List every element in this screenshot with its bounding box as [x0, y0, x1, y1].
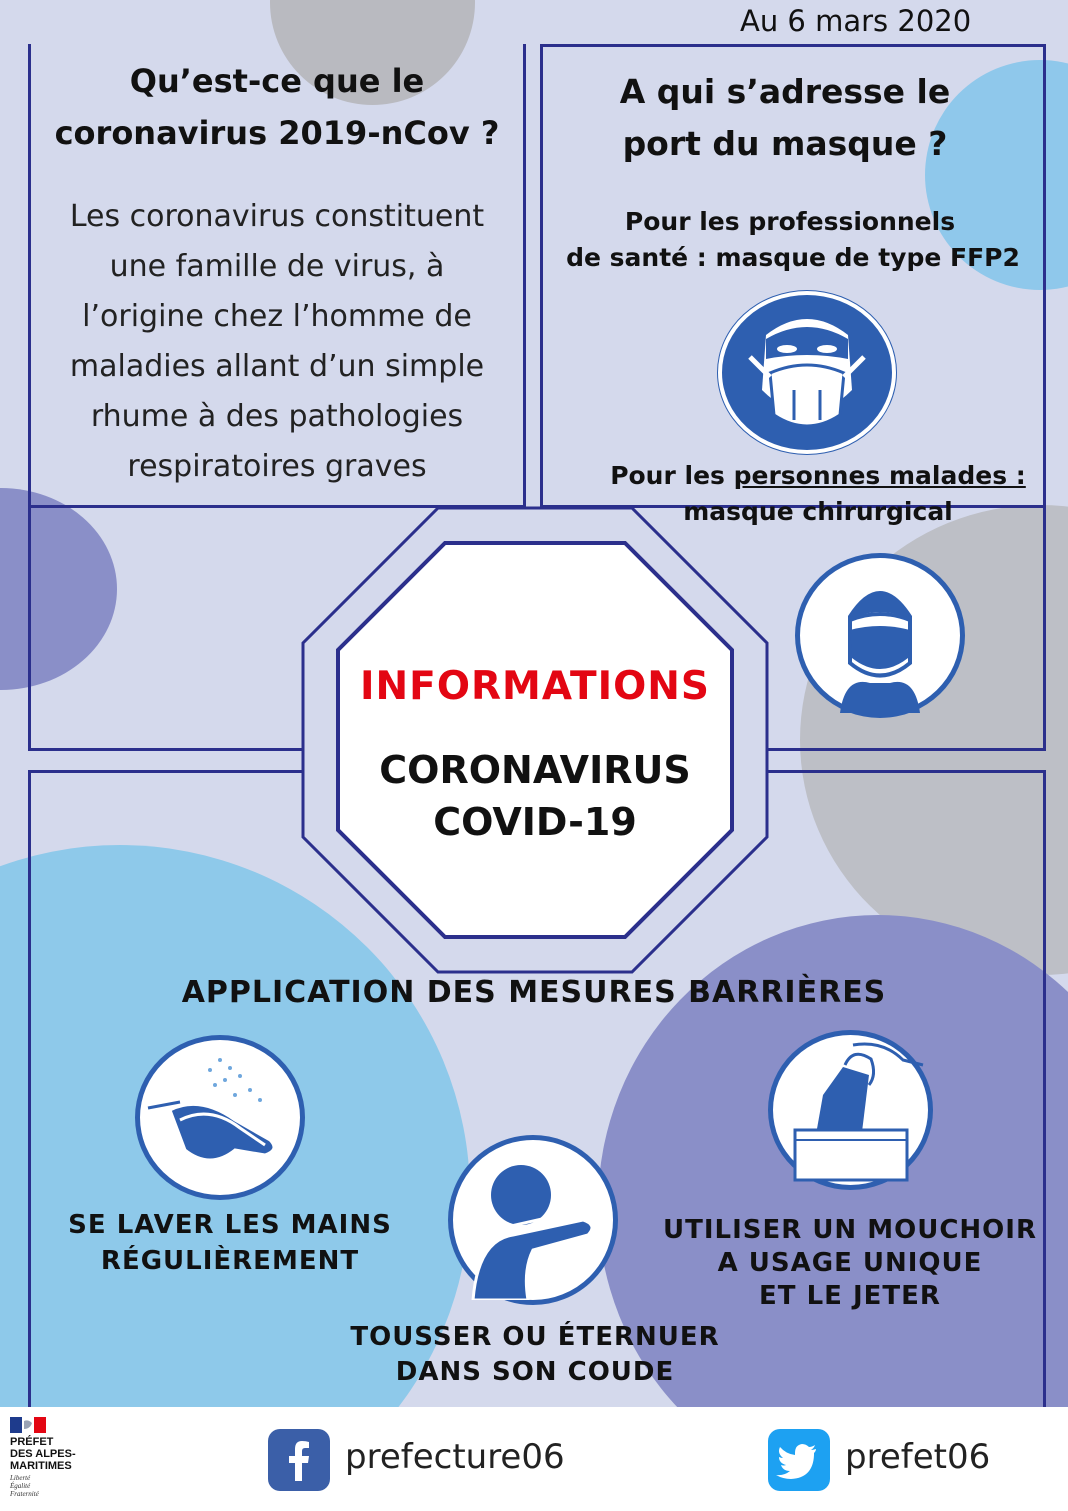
twitter-icon[interactable] [768, 1429, 830, 1491]
left-body-line: rhume à des pathologies [90, 399, 464, 434]
motto-line3: Fraternité [10, 1490, 39, 1498]
wash-line2: RÉGULIÈREMENT [100, 1246, 360, 1276]
logo-line3: MARITIMES [10, 1460, 72, 1472]
pro-line1: Pour les professionnels [624, 207, 956, 236]
left-body-line: respiratoires graves [127, 449, 427, 484]
frame-left-lower [28, 505, 31, 750]
sick-line1 [590, 458, 1046, 494]
left-body-line: Les coronavirus constituent [69, 199, 485, 234]
frame-left-bottom [28, 748, 306, 751]
facebook-handle[interactable]: prefecture06 [345, 1437, 565, 1477]
frame-bottom-right-top [765, 770, 1046, 773]
frame-right-bottom [765, 748, 1046, 751]
motto-line2: Égalité [10, 1482, 31, 1490]
frame-right-lower [1043, 505, 1046, 750]
center-line1: CORONAVIRUS [379, 748, 691, 792]
tissue-box-icon [768, 1030, 933, 1190]
ffp2-mask-icon [718, 291, 896, 454]
center-octagon [300, 505, 770, 975]
left-body-line: l’origine chez l’homme de [82, 299, 472, 334]
motto-line1: Liberté [10, 1474, 31, 1482]
right-title-line2: port du masque ? [622, 124, 948, 163]
center-line2: COVID-19 [433, 800, 637, 844]
surgical-mask-icon [795, 553, 965, 718]
date-label: Au 6 mars 2020 [740, 4, 972, 38]
marianne-icon [10, 1417, 46, 1433]
wash-line1: SE LAVER LES MAINS [68, 1210, 392, 1240]
facebook-icon[interactable] [268, 1429, 330, 1491]
sick-line2: masque chirurgical [683, 497, 953, 526]
measures-title: APPLICATION DES MESURES BARRIÈRES [181, 975, 887, 1010]
left-title-line1: Qu’est-ce que le [129, 62, 425, 100]
tissue-line3: ET LE JETER [759, 1281, 941, 1311]
tissue-line2: A USAGE UNIQUE [717, 1248, 983, 1278]
footer [0, 1407, 1068, 1511]
twitter-handle[interactable]: prefet06 [845, 1437, 991, 1477]
cough-line1: TOUSSER OU ÉTERNUER [350, 1322, 720, 1352]
left-body-line: maladies allant d’un simple [69, 349, 485, 384]
logo-line1: PRÉFET [10, 1436, 54, 1448]
pro-line2: de santé : masque de type FFP2 [566, 243, 1020, 272]
cough-elbow-icon [448, 1135, 618, 1305]
frame-bottom-right-side [1043, 770, 1046, 1410]
cough-line2: DANS SON COUDE [395, 1357, 675, 1387]
left-body-line: une famille de virus, à [109, 249, 445, 284]
bg-circle-purple-left [0, 488, 117, 690]
frame-bottom-left-side [28, 770, 31, 1410]
left-title-line2: coronavirus 2019-nCov ? [54, 114, 500, 152]
sick-prefix: Pour les [610, 461, 734, 490]
hand-wash-icon [135, 1035, 305, 1200]
sick-underlined: personnes malades : [733, 461, 1026, 490]
left-body-text [36, 192, 518, 492]
frame-bottom-left-top [28, 770, 306, 773]
center-headline: INFORMATIONS [360, 664, 710, 709]
tissue-line1: UTILISER UN MOUCHOIR [663, 1215, 1037, 1245]
right-title-line1: A qui s’adresse le [619, 72, 951, 111]
prefet-logo [10, 1417, 100, 1507]
logo-line2: DES ALPES- [10, 1448, 76, 1460]
